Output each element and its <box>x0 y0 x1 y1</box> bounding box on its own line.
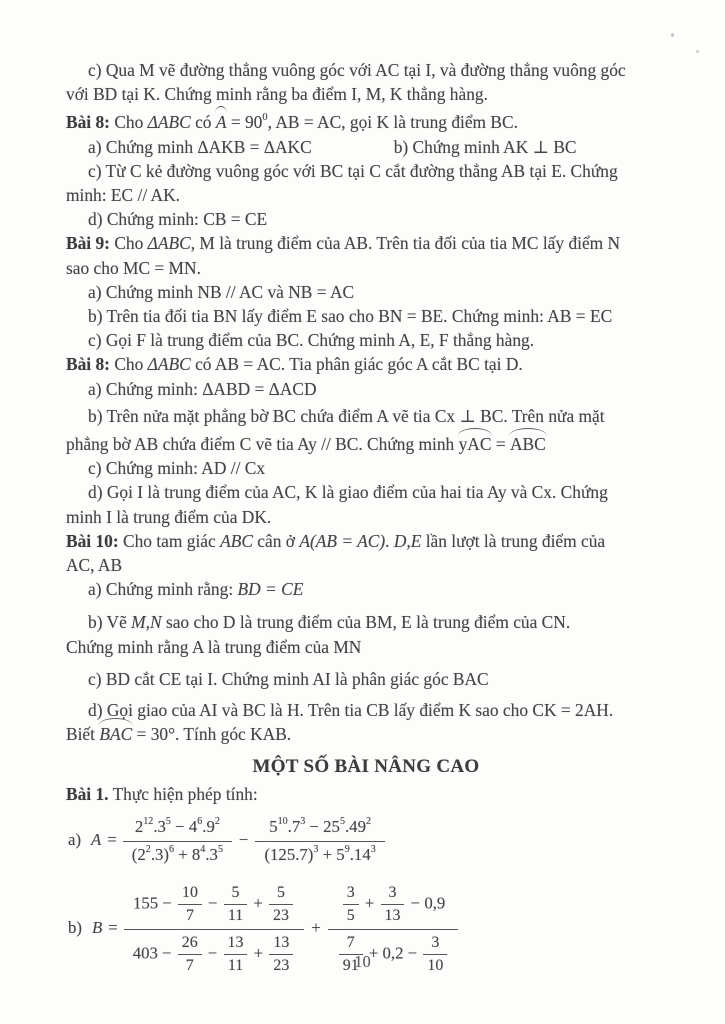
text-segment: Bài 1. <box>66 783 109 804</box>
text-line <box>66 231 666 255</box>
text-segment: Bài 9: <box>66 233 110 254</box>
denominator: $(2^2.3)^6 + 8^4.3^5$ <box>131 843 223 864</box>
text-segment: c) Gọi F là trung điểm của BC. Chứng minh A, E, F thẳng hàng. <box>88 330 535 351</box>
text-segment: Chứng minh rằng A là trung điểm của MN <box>66 636 362 657</box>
text-segment: A(AB = AC) <box>299 530 386 551</box>
text-line <box>66 256 666 280</box>
numerator: $5^{10}.7^3 - 25^5.49^2$ <box>255 816 384 842</box>
text-segment: Bài 8: <box>66 354 110 375</box>
text-segment: c) Từ C kẻ đường vuông góc với BC tại C cắt đường thẳng AB tại E. Chứng <box>88 160 618 181</box>
text-line <box>66 635 666 659</box>
scan-speck <box>671 33 674 37</box>
text-line <box>66 304 666 328</box>
text-line <box>66 782 666 806</box>
text-line <box>66 456 666 480</box>
text-segment: Biết <box>66 724 100 745</box>
text-segment: sao cho D là trung điểm của BM, E là trung điểm của CN. <box>161 612 571 633</box>
text-segment: Cho <box>109 233 148 254</box>
text-segment: có <box>190 112 216 133</box>
text-segment: Bài 10: <box>66 530 119 551</box>
text-segment: , AB = AC, gọi K là trung điểm BC. <box>267 112 518 133</box>
text-segment: phẳng bờ AB chứa điểm C vẽ tia Ay // BC. Chứng minh <box>66 434 459 455</box>
text-line <box>66 577 666 601</box>
text-segment: cân ở <box>252 530 300 551</box>
text-line <box>66 82 666 106</box>
text-segment: d) Gọi giao của AI và BC là H. Trên tia CB lấy điểm K sao cho CK = 2AH. <box>88 700 614 721</box>
text-line <box>66 505 666 529</box>
equals-sign: = <box>107 830 117 850</box>
formula-a-label: a) <box>68 830 82 850</box>
text-line <box>66 352 666 376</box>
text-segment: = 30°. Tính góc KAB. <box>132 724 292 745</box>
text-segment: ΔABC <box>147 112 191 133</box>
text-line <box>66 722 666 746</box>
text-segment: , M là trung điểm của AB. Trên tia đối của tia MC lấy điểm N <box>190 233 621 254</box>
text-segment: có AB = AC. Tia phân giác góc A cắt BC tại D. <box>190 354 523 375</box>
angle-notation: yAC <box>459 432 492 456</box>
angle-notation: BAC <box>99 722 132 746</box>
text-line <box>66 377 666 401</box>
formula-a <box>68 816 666 866</box>
text-line <box>66 480 666 504</box>
numerator: $\frac{3}{5}$ + $\frac{3}{13}$ − 0,9 <box>328 882 459 930</box>
text-segment: Bài 8: <box>66 112 110 133</box>
text-segment: ΔABC <box>147 354 191 375</box>
fraction <box>255 816 384 866</box>
formula-a-variable: A <box>91 830 102 850</box>
formula-b-label: b) <box>68 918 82 938</box>
text-segment: Cho <box>109 354 148 375</box>
text-line <box>66 58 666 82</box>
angle-notation: ABC <box>510 432 546 456</box>
page-number: 10 <box>354 952 371 971</box>
text-line <box>66 110 666 134</box>
text-segment: minh: EC // AK. <box>66 185 181 206</box>
plus-operator: + <box>311 918 321 938</box>
equals-sign: = <box>108 918 118 938</box>
text-line <box>66 159 666 183</box>
fraction <box>123 816 232 866</box>
text-segment: a) Chứng minh ΔAKB = ΔAKC <box>88 136 312 157</box>
text-segment: b) Vẽ <box>88 612 132 633</box>
text-segment: ABC <box>220 530 253 551</box>
text-line <box>66 529 666 553</box>
numerator: 155 − $\frac{10}{7}$ − $\frac{5}{11}$ + $\frac{5}{23}$ <box>124 882 305 930</box>
denominator: 403 − $\frac{26}{7}$ − $\frac{13}{11}$ + $\frac{13}{23}$ <box>124 930 305 976</box>
text-segment: d) Gọi I là trung điểm của AC, K là giao điểm của hai tia Ay và Cx. Chứng <box>88 482 608 503</box>
text-segment: c) Qua M vẽ đường thẳng vuông góc với AC tại I, và đường thẳng vuông góc <box>88 60 626 80</box>
text-segment: với BD tại K. Chứng minh rằng ba điểm I, M, K thẳng hàng. <box>66 84 488 105</box>
angle-notation: A <box>216 110 227 134</box>
text-line <box>66 667 666 691</box>
text-line <box>66 328 666 352</box>
text-segment: . <box>385 530 394 551</box>
text-segment: c) BD cắt CE tại I. Chứng minh AI là phân giác góc BAC <box>88 668 489 689</box>
text-segment: sao cho MC = MN. <box>66 257 201 278</box>
text-block <box>66 58 666 806</box>
text-segment: = $90^0$ <box>226 112 268 133</box>
text-line <box>66 754 666 779</box>
text-line <box>66 432 666 456</box>
denominator: $\frac{7}{91}$ + 0,2 − $\frac{3}{10}$ <box>328 930 459 976</box>
text-line <box>66 404 666 428</box>
text-segment: a) Chứng minh NB // AC và NB = AC <box>88 281 355 302</box>
text-line <box>66 280 666 304</box>
text-segment: d) Chứng minh: CB = CE <box>88 209 268 230</box>
text-line <box>66 553 666 577</box>
text-line <box>66 610 666 634</box>
text-segment: Cho tam giác <box>118 530 221 551</box>
text-segment: D,E <box>393 530 422 551</box>
text-segment: M,N <box>131 612 162 633</box>
text-segment: MỘT SỐ BÀI NÂNG CAO <box>252 756 480 778</box>
text-segment: lần lượt là trung điểm của <box>421 530 606 551</box>
denominator: $(125.7)^3 + 5^9.14^3$ <box>264 843 376 864</box>
text-segment: ΔABC <box>147 233 191 254</box>
text-line <box>66 135 666 159</box>
text-segment: Cho <box>109 112 148 133</box>
text-segment: b) Trên tia đối tia BN lấy điểm E sao cho BN = BE. Chứng minh: AB = EC <box>88 306 613 327</box>
text-line <box>66 698 666 722</box>
formula-b-variable: B <box>91 918 103 938</box>
minus-operator: − <box>238 830 249 850</box>
scan-speck <box>696 50 699 53</box>
text-segment: b) Chứng minh AK ⊥ BC <box>393 136 577 157</box>
text-segment: minh I là trung điểm của DK. <box>66 506 272 527</box>
text-segment: Thực hiện phép tính: <box>108 783 258 804</box>
text-line <box>66 183 666 207</box>
document-content <box>66 58 666 976</box>
text-segment: a) Chứng minh: ΔABD = ΔACD <box>88 378 317 399</box>
text-line <box>66 207 666 231</box>
text-segment: c) Chứng minh: AD // Cx <box>88 458 266 479</box>
text-segment: BD = CE <box>237 579 304 600</box>
text-segment: = <box>491 434 510 455</box>
text-segment: AC, AB <box>66 555 123 576</box>
text-segment: b) Trên nửa mặt phẳng bờ BC chứa điểm A vẽ tia Cx ⊥ BC. Trên nửa mặt <box>88 405 605 426</box>
numerator: $2^{12}.3^5 - 4^6.9^2$ <box>123 816 232 842</box>
text-segment: a) Chứng minh rằng: <box>88 579 238 600</box>
